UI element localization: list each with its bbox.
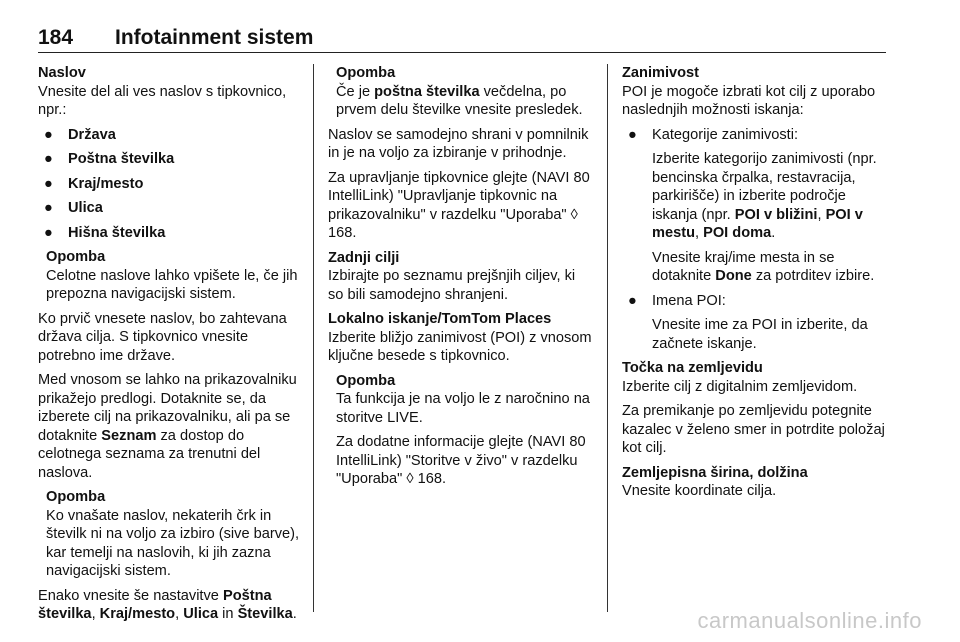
bullet-icon: ●: [44, 126, 53, 143]
list-item: ● Poštna številka: [44, 151, 175, 167]
page-reference-link[interactable]: ◊ 168.: [328, 206, 578, 241]
watermark: carmanualsonline.info: [697, 608, 922, 633]
paragraph: POI je mogoče izbrati kot cilj z uporabo naslednjih možnosti iskanja:: [622, 83, 876, 118]
note-text: Za dodatne informacije glejte (NAVI 80 IntelliLink) "Storitve v živo" v razdelku "Uporaba" ◊ 168.: [336, 434, 586, 487]
paragraph: Naslov se samodejno shrani v pomnilnik in je na voljo za izbiranje v prihodnje.: [328, 126, 589, 161]
paragraph: Izberite bližjo zanimivost (POI) z vnosom ključne besede s tipkovnico.: [328, 329, 592, 364]
list-item: ● Država: [44, 126, 116, 143]
list-item-detail: Vnesite ime za POI in izberite, da začnete iskanje.: [652, 317, 868, 352]
paragraph: Vnesite koordinate cilja.: [622, 483, 777, 499]
paragraph: Izberite cilj z digitalnim zemljevidom.: [622, 378, 858, 395]
note-title: Opomba: [46, 489, 106, 505]
list-item: ● Ulica: [44, 200, 103, 216]
section-heading-lokalno-iskanje: Lokalno iskanje/TomTom Places: [328, 311, 552, 327]
paragraph: Za upravljanje tipkovnice glejte (NAVI 80 IntelliLink) "Upravljanje tipkovnic na prikazovalniku" v razdelku "Uporaba" ◊ 168.: [328, 169, 590, 241]
paragraph: Med vnosom se lahko na prikazovalniku prikažejo predlogi. Dotaknite se, da izberete cilj na prikazovalniku, ali pa se dotaknite Seznam za dostop do celotnega seznama za trenutni del naslova.: [38, 372, 297, 481]
page-header: [38, 24, 886, 53]
column-1: [38, 64, 300, 630]
section-heading-tocka-na-zemljevidu: Točka na zemljevidu: [622, 360, 763, 376]
bullet-icon: ●: [44, 175, 53, 192]
section-heading-zanimivost: Zanimivost: [622, 65, 700, 81]
list-item: ● Imena POI:: [628, 292, 726, 309]
bullet-icon: ●: [44, 224, 53, 241]
bullet-icon: ●: [44, 200, 53, 216]
note-block: [336, 372, 592, 489]
column-3: [622, 64, 890, 507]
paragraph: Vnesite del ali ves naslov s tipkovnico, npr.:: [38, 83, 287, 118]
bullet-icon: ●: [628, 126, 637, 143]
section-heading-zadnji-cilji: Zadnji cilji: [328, 249, 400, 266]
list-item: ● Kraj/mesto: [44, 175, 144, 192]
column-2: [328, 64, 592, 495]
page-number: 184: [38, 26, 74, 49]
bullet-icon: ●: [44, 151, 53, 167]
section-heading-koordinate: Zemljepisna širina, dolžina: [622, 464, 808, 481]
paragraph: Za premikanje po zemljevidu potegnite kazalec v želeno smer in potrdite položaj kot cilj.: [622, 403, 885, 456]
list-item: ● Hišna številka: [44, 224, 166, 241]
note-title: Opomba: [46, 249, 106, 265]
note-text: Ta funkcija je na voljo le z naročnino na storitve LIVE.: [336, 391, 590, 426]
list-item-detail: Vnesite kraj/ime mesta in se dotaknite Done za potrditev izbire.: [652, 249, 875, 284]
column-divider-2: [607, 64, 608, 612]
note-block: [336, 64, 592, 120]
paragraph: Enako vnesite še nastavitve Poštna številka, Kraj/mesto, Ulica in Številka.: [38, 587, 297, 622]
note-title: Opomba: [336, 372, 396, 389]
list-item-detail: Izberite kategorijo zanimivosti (npr. bencinska črpalka, restavracija, parkirišče) in izberite področje iskanja (npr. POI v bližini, POI v mestu, POI doma.: [652, 151, 877, 241]
page-title: Infotainment sistem: [115, 26, 314, 49]
bullet-icon: ●: [628, 292, 637, 309]
list-item: ● Kategorije zanimivosti:: [628, 126, 799, 143]
note-text: Ko vnašate naslov, nekaterih črk in številk ni na voljo za izbiro (sive barve), kar temelji na naslovih, ki jih zazna navigacijski sistem.: [46, 507, 300, 579]
paragraph: Ko prvič vnesete naslov, bo zahtevana država cilja. S tipkovnico vnesite potrebno ime države.: [38, 310, 287, 364]
paragraph: Izbirajte po seznamu prejšnjih ciljev, ki so bili samodejno shranjeni.: [328, 268, 576, 303]
column-divider-1: [313, 64, 314, 612]
note-block: [46, 488, 300, 581]
note-text: Če je poštna številka večdelna, po prvem delu številke vnesite presledek.: [336, 83, 583, 118]
note-title: Opomba: [336, 65, 396, 81]
note-text: Celotne naslove lahko vpišete le, če jih prepozna navigacijski sistem.: [46, 267, 298, 302]
page-reference-link[interactable]: ◊ 168.: [406, 471, 447, 487]
note-block: [46, 248, 300, 304]
section-heading-naslov: Naslov: [38, 65, 86, 81]
